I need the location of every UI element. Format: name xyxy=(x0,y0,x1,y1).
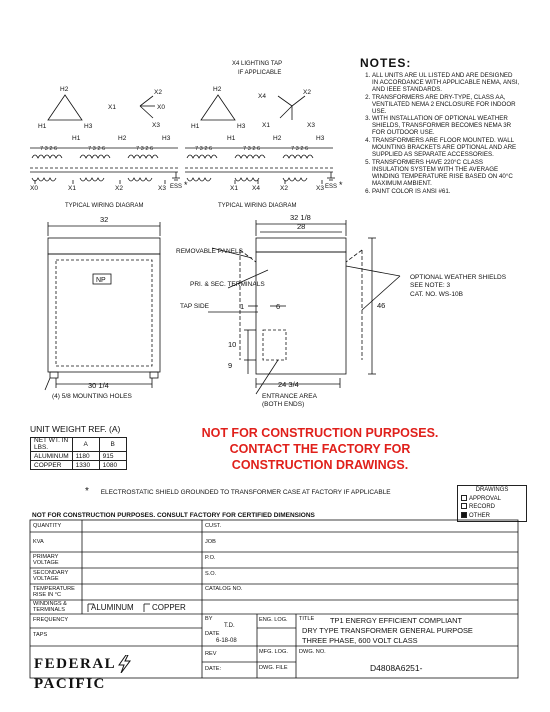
svg-text:*: * xyxy=(184,180,188,190)
side-depth-inner: 28 xyxy=(297,222,306,231)
temperature-rise-label: TEMPERATURE RISE IN °C xyxy=(33,586,75,598)
svg-text:H3: H3 xyxy=(237,123,246,130)
svg-text:(BOTH ENDS): (BOTH ENDS) xyxy=(262,401,305,408)
note-3: 3. WITH INSTALLATION OF OPTIONAL WEATHER SHIELDS, TRANSFORMER BECOMES NEMA 3R FOR OUTDOOR USE. xyxy=(372,116,520,137)
svg-text:IF APPLICABLE: IF APPLICABLE xyxy=(238,70,282,76)
svg-text:10: 10 xyxy=(228,340,237,349)
svg-text:1: 1 xyxy=(240,302,245,311)
front-width-dim: 32 xyxy=(100,215,109,224)
svg-text:7 3 2 6: 7 3 2 6 xyxy=(243,146,261,152)
job-label: JOB xyxy=(205,539,216,545)
svg-text:X1: X1 xyxy=(68,185,76,192)
svg-text:X1: X1 xyxy=(262,122,270,129)
cust-label: CUST. xyxy=(205,523,222,529)
lightning-bolt-icon xyxy=(116,655,132,673)
catalog-label: CATALOG NO. xyxy=(205,586,243,592)
unit-weight-title: UNIT WEIGHT REF. (A) xyxy=(30,424,121,434)
wiring-caption-right: TYPICAL WIRING DIAGRAM xyxy=(218,203,297,209)
svg-text:X4: X4 xyxy=(258,93,266,100)
note-1: 1. ALL UNITS ARE UL LISTED AND ARE DESIGNED IN ACCORDANCE WITH APPLICABLE NEMA, ANSI, AND IEEE STANDARDS. xyxy=(372,73,520,94)
copper-option[interactable]: COPPER xyxy=(152,603,186,612)
svg-text:NP: NP xyxy=(96,277,106,284)
drawing-title-line3: THREE PHASE, 600 VOLT CLASS xyxy=(302,636,418,645)
svg-text:H1: H1 xyxy=(72,135,81,142)
svg-text:H1: H1 xyxy=(38,123,47,130)
svg-text:X3: X3 xyxy=(307,122,315,129)
drawing-title-line2: DRY TYPE TRANSFORMER GENERAL PURPOSE xyxy=(302,626,473,635)
svg-text:X2: X2 xyxy=(303,89,311,96)
svg-text:X3: X3 xyxy=(316,185,324,192)
rev-label: REV xyxy=(205,651,217,657)
date-label: DATE xyxy=(205,631,220,637)
svg-text:7 3 2 6: 7 3 2 6 xyxy=(136,146,154,152)
so-label: S.O. xyxy=(205,571,217,577)
svg-text:X0: X0 xyxy=(157,104,165,111)
drawing-title-line1: TP1 ENERGY EFFICIENT COMPLIANT xyxy=(330,616,462,625)
removable-panels-label: REMOVABLE PANELS xyxy=(176,248,243,255)
svg-text:SEE NOTE: 3: SEE NOTE: 3 xyxy=(410,282,451,289)
svg-text:9: 9 xyxy=(228,361,233,370)
svg-text:CAT. NO. WS-10B: CAT. NO. WS-10B xyxy=(410,291,463,298)
weather-shields-label: OPTIONAL WEATHER SHIELDS xyxy=(410,274,507,281)
note-4: 4. TRANSFORMERS ARE FLOOR MOUNTED. WALL MOUNTING BRACKETS ARE OPTIONAL AND ARE SUPPLIED AS SEPARATE ACCESSORIES. xyxy=(372,138,520,159)
taps-label: TAPS xyxy=(33,632,48,638)
svg-text:7 3 2 6: 7 3 2 6 xyxy=(88,146,106,152)
side-depth-outer: 32 1/8 xyxy=(290,213,311,222)
ess-note: * ELECTROSTATIC SHIELD GROUNDED TO TRANSFORMER CASE AT FACTORY IF APPLICABLE xyxy=(85,486,391,497)
svg-text:H2: H2 xyxy=(60,86,69,93)
windings-label: WINDINGS & TERMINALS xyxy=(33,601,67,613)
eng-log-label: ENG. LOG. xyxy=(259,617,288,623)
svg-text:7 3 2 6: 7 3 2 6 xyxy=(291,146,309,152)
secondary-voltage-label: SECONDARY VOLTAGE xyxy=(33,570,69,582)
aluminum-option[interactable]: ALUMINUM xyxy=(91,603,134,612)
date-value: 6-18-08 xyxy=(216,638,237,644)
note-2: 2. TRANSFORMERS ARE DRY-TYPE, CLASS AA, VENTILATED NEMA 2 ENCLOSURE FOR INDOOR USE. xyxy=(372,95,520,116)
svg-text:X4: X4 xyxy=(252,185,260,192)
title-label: TITLE xyxy=(299,616,315,622)
front-base-dim: 30 1/4 xyxy=(88,381,109,390)
svg-text:X1: X1 xyxy=(108,104,116,111)
notes-title: NOTES: xyxy=(360,56,412,70)
svg-text:X2: X2 xyxy=(154,89,162,96)
frequency-label: FREQUENCY xyxy=(33,617,69,623)
svg-text:X2: X2 xyxy=(280,185,288,192)
svg-text:X3: X3 xyxy=(158,185,166,192)
svg-text:6: 6 xyxy=(276,302,281,311)
tap-side-label: TAP SIDE xyxy=(180,303,210,310)
entrance-area-label: ENTRANCE AREA xyxy=(262,393,317,400)
wiring-caption-left: TYPICAL WIRING DIAGRAM xyxy=(65,203,144,209)
x4-note: X4 LIGHTING TAP xyxy=(232,61,283,67)
ess-label-left: ESS xyxy=(170,184,183,190)
svg-text:H3: H3 xyxy=(84,123,93,130)
primary-voltage-label: PRIMARY VOLTAGE xyxy=(33,554,59,566)
svg-text:H1: H1 xyxy=(191,123,200,130)
svg-text:H2: H2 xyxy=(118,135,127,142)
quantity-label: QUANTITY xyxy=(33,523,62,529)
pri-sec-label: PRI. & SEC. TERMINALS xyxy=(190,281,265,288)
svg-text:H2: H2 xyxy=(213,86,222,93)
svg-text:X0: X0 xyxy=(30,185,38,192)
date2-label: DATE: xyxy=(205,666,222,672)
svg-text:7 3 2 6: 7 3 2 6 xyxy=(195,146,213,152)
by-label: BY xyxy=(205,616,213,622)
note-5: 5. TRANSFORMERS HAVE 220°C CLASS INSULATION SYSTEM WITH THE AVERAGE WINDING TEMPERATURE RISE BASED ON 40°C MAXIMUM AMBIENT. xyxy=(372,160,520,188)
svg-text:H1: H1 xyxy=(227,135,236,142)
svg-text:H2: H2 xyxy=(273,135,282,142)
unit-weight-table: NET WT. IN LBS. A B ALUMINUM 1180 915 COPPER 1330 1080 xyxy=(30,437,127,470)
svg-text:X1: X1 xyxy=(230,185,238,192)
construction-warning: NOT FOR CONSTRUCTION PURPOSES. CONTACT THE FACTORY FOR CONSTRUCTION DRAWINGS. xyxy=(201,426,439,472)
title-block-header: NOT FOR CONSTRUCTION PURPOSES. CONSULT FACTORY FOR CERTIFIED DIMENSIONS xyxy=(32,512,315,519)
mounting-holes-label: (4) 5/8 MOUNTING HOLES xyxy=(52,393,132,400)
dwg-no-value: D4808A6251- xyxy=(370,663,423,673)
svg-text:H3: H3 xyxy=(162,135,171,142)
kva-label: KVA xyxy=(33,539,44,545)
federal-pacific-logo: FEDERAL PACIFIC xyxy=(34,654,198,674)
svg-text:*: * xyxy=(339,180,343,190)
dwg-file-label: DWG. FILE xyxy=(259,665,288,671)
side-height: 46 xyxy=(377,301,386,310)
svg-text:H3: H3 xyxy=(316,135,325,142)
svg-text:24 3/4: 24 3/4 xyxy=(278,380,299,389)
drawings-box: DRAWINGS APPROVAL RECORD OTHER xyxy=(457,485,527,522)
svg-text:X2: X2 xyxy=(115,185,123,192)
po-label: P.O. xyxy=(205,555,216,561)
by-value: T.D. xyxy=(224,623,235,629)
svg-text:X3: X3 xyxy=(152,122,160,129)
note-6: 6. PAINT COLOR IS ANSI #61. xyxy=(372,189,520,196)
ess-label-right: ESS xyxy=(325,184,338,190)
svg-text:7 3 2 6: 7 3 2 6 xyxy=(40,146,58,152)
dwg-no-label: DWG. NO. xyxy=(299,649,326,655)
mfg-log-label: MFG. LOG. xyxy=(259,649,288,655)
